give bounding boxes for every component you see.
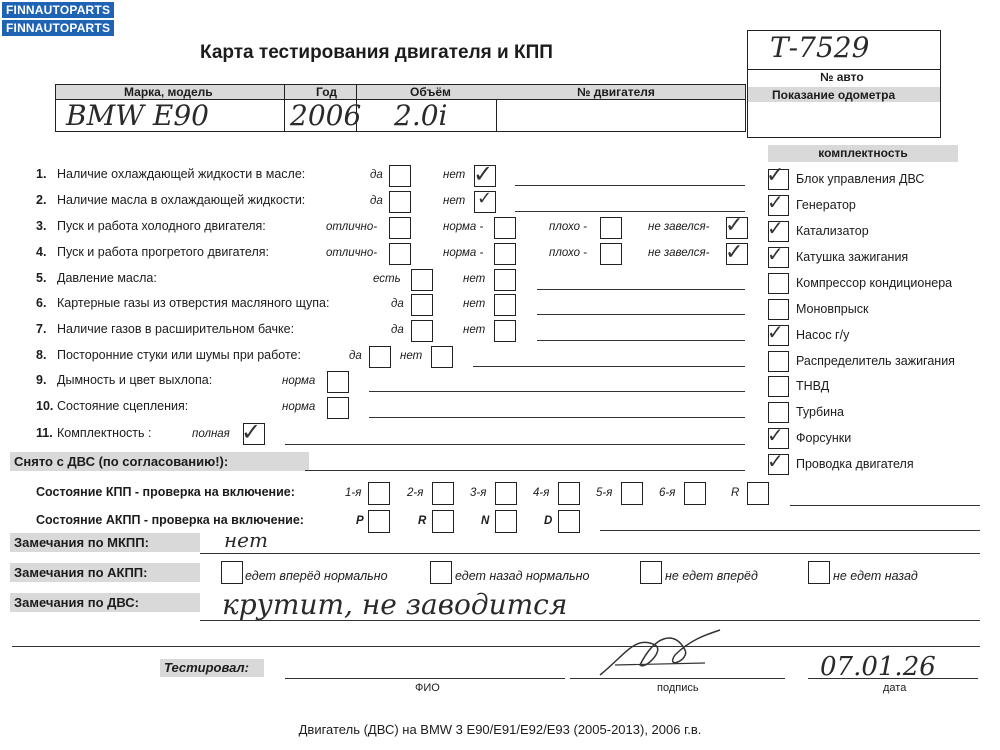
option-label-ploho: плохо - — [549, 221, 587, 233]
mkpp-remarks-value: нет — [224, 528, 268, 552]
model-value: BMW E90 — [66, 99, 209, 132]
check-mark: ✓ — [767, 449, 784, 473]
answer-line — [305, 470, 745, 471]
tested-label: Тестировал: — [160, 659, 264, 677]
checkbox[interactable] — [431, 346, 453, 368]
check-mark: ✓ — [766, 163, 785, 188]
gear-label: R — [731, 487, 740, 499]
akpp-mode-checkbox[interactable] — [495, 510, 517, 533]
question-text: Наличие охлаждающей жидкости в масле: — [57, 167, 306, 181]
komplekt-item-label: Катушка зажигания — [796, 250, 909, 264]
option-label-est: есть — [373, 273, 401, 285]
vehicle-table — [55, 84, 497, 132]
akpp-mode-label: R — [418, 515, 427, 527]
gear-checkbox[interactable] — [747, 482, 769, 505]
checkbox[interactable] — [389, 217, 411, 239]
checkbox[interactable] — [411, 320, 433, 342]
checkbox[interactable] — [494, 217, 516, 239]
mkpp-remarks-label: Замечания по МКПП: — [10, 533, 200, 552]
check-mark: ✓ — [473, 160, 494, 188]
gear-label: 6-я — [659, 487, 676, 499]
image-caption: Двигатель (ДВС) на BMW 3 E90/E91/E92/E93 (2005-2013), 2006 г.в. — [298, 722, 702, 737]
checkbox[interactable] — [327, 397, 349, 419]
answer-line — [369, 391, 745, 392]
auto-number-label: № авто — [820, 70, 864, 84]
akpp-remark-checkbox[interactable] — [640, 561, 662, 584]
checkbox[interactable] — [389, 191, 411, 213]
fio-line — [285, 678, 565, 679]
komplekt-item-label: Распределитель зажигания — [796, 354, 955, 368]
gear-checkbox[interactable] — [432, 482, 454, 505]
engine-number-cell — [495, 84, 746, 132]
question-number: 4. — [36, 245, 47, 259]
komplekt-item-label: Блок управления ДВС — [796, 172, 925, 186]
akpp-mode-label: N — [481, 515, 490, 527]
question-text: Давление масла: — [57, 271, 157, 285]
question-text: Наличие масла в охлаждающей жидкости: — [57, 193, 306, 207]
check-mark: ✓ — [767, 423, 784, 447]
answer-line — [200, 620, 980, 621]
watermark-logo: FINNAUTOPARTS — [2, 2, 114, 18]
option-label-net: нет — [463, 273, 486, 285]
checkbox[interactable] — [494, 294, 516, 316]
answer-line — [790, 505, 980, 506]
check-mark: ✓ — [767, 216, 784, 240]
question-text: Пуск и работа холодного двигателя: — [57, 219, 266, 233]
check-mark: ✓ — [477, 188, 493, 209]
snyato-label: Снято с ДВС (по согласованию!): — [10, 452, 309, 471]
komplekt-item-label: Насос г/у — [796, 328, 850, 342]
gear-checkbox[interactable] — [495, 482, 517, 505]
akpp-mode-checkbox[interactable] — [368, 510, 390, 533]
fio-label: ФИО — [415, 682, 440, 694]
question-number: 9. — [36, 373, 47, 387]
option-label-norma: норма — [282, 375, 316, 387]
akpp-remark-checkbox[interactable] — [221, 561, 243, 584]
answer-line — [285, 444, 745, 445]
date-value: 07.01.26 — [820, 652, 936, 682]
signature-label: подпись — [657, 682, 699, 694]
option-label-ne-zavelsya: не завелся- — [648, 221, 710, 233]
answer-line — [515, 211, 745, 212]
komplekt-checkbox[interactable] — [768, 299, 789, 320]
option-label-net: нет — [443, 169, 466, 181]
signature-scribble — [595, 625, 725, 685]
question-text: Пуск и работа прогретого двигателя: — [57, 245, 269, 259]
komplekt-item-label: Турбина — [796, 405, 844, 419]
question-text: Картерные газы из отверстия масляного щупа: — [57, 296, 330, 310]
option-label-norma: норма — [282, 401, 316, 413]
question-number: 3. — [36, 219, 47, 233]
checkbox[interactable] — [411, 294, 433, 316]
gear-label: 5-я — [596, 487, 613, 499]
answer-line — [537, 340, 745, 341]
form-title: Карта тестирования двигателя и КПП — [200, 42, 553, 63]
komplekt-item-label: Проводка двигателя — [796, 457, 914, 471]
col-header-model: Марка, модель — [124, 85, 213, 99]
answer-line — [12, 646, 980, 647]
akpp-mode-label: D — [544, 515, 553, 527]
komplekt-header: комплектность — [768, 145, 958, 162]
komplekt-item-label: ТНВД — [796, 379, 830, 393]
question-number: 6. — [36, 296, 47, 310]
checkbox[interactable] — [494, 269, 516, 291]
question-number: 10. — [36, 399, 54, 413]
akpp-remark-option: не едет вперёд — [665, 569, 758, 583]
akpp-remark-option: едет вперёд нормально — [245, 569, 388, 583]
check-mark: ✓ — [241, 418, 262, 446]
question-number: 1. — [36, 167, 47, 181]
gear-checkbox[interactable] — [558, 482, 580, 505]
komplekt-item-label: Моновпрыск — [796, 302, 869, 316]
year-value: 2006 — [290, 99, 362, 132]
gear-checkbox[interactable] — [621, 482, 643, 505]
volume-value: 2.0i — [394, 99, 448, 132]
check-mark: ✓ — [725, 240, 744, 265]
question-number: 2. — [36, 193, 47, 207]
answer-line — [200, 553, 980, 554]
check-mark: ✓ — [767, 320, 784, 344]
gear-label: 2-я — [407, 487, 424, 499]
date-label: дата — [883, 682, 907, 694]
komplekt-checkbox[interactable] — [768, 402, 789, 423]
question-number: 7. — [36, 322, 47, 336]
answer-line — [537, 289, 745, 290]
checkbox[interactable] — [600, 217, 622, 239]
gear-label: 4-я — [533, 487, 550, 499]
akpp-remarks-label: Замечания по АКПП: — [10, 563, 200, 582]
option-label-ne-zavelsya: не завелся- — [648, 247, 710, 259]
question-text: Посторонние стуки или шумы при работе: — [57, 348, 301, 362]
akpp-mode-checkbox[interactable] — [558, 510, 580, 533]
question-text: Наличие газов в расширительном бачке: — [57, 322, 295, 336]
option-label-net: нет — [400, 350, 423, 362]
option-label-net: нет — [463, 298, 486, 310]
option-label-da: да — [349, 350, 362, 362]
dvs-remarks-value: крутит, не заводится — [222, 588, 568, 621]
option-label-norma: норма - — [443, 247, 484, 259]
akpp-remark-checkbox[interactable] — [430, 561, 452, 584]
option-label-da: да — [391, 324, 404, 336]
option-label-da: да — [370, 195, 383, 207]
option-label-polnaya: полная — [192, 428, 230, 440]
question-number: 11. — [36, 426, 53, 440]
komplekt-item-label: Генератор — [796, 198, 856, 212]
komplekt-item-label: Форсунки — [796, 431, 852, 445]
auto-number-value: Т-7529 — [770, 31, 870, 64]
akpp-label: Состояние АКПП - проверка на включение: — [36, 513, 304, 527]
akpp-remark-checkbox[interactable] — [808, 561, 830, 584]
answer-line — [369, 417, 745, 418]
dvs-remarks-label: Замечания по ДВС: — [10, 593, 200, 612]
col-header-volume: Объём — [410, 85, 451, 99]
col-header-engine-no: № двигателя — [577, 85, 655, 99]
komplekt-checkbox[interactable] — [768, 376, 789, 397]
question-text: Дымность и цвет выхлопа: — [57, 373, 213, 387]
checkbox[interactable] — [389, 165, 411, 187]
watermark-logo: FINNAUTOPARTS — [2, 20, 114, 36]
checkbox[interactable] — [389, 243, 411, 265]
question-number: 5. — [36, 271, 47, 285]
komplekt-item-label: Компрессор кондиционера — [796, 276, 953, 290]
option-label-otlichno: отлично- — [326, 221, 378, 233]
akpp-remark-option: едет назад нормально — [455, 569, 590, 583]
option-label-da: да — [370, 169, 383, 181]
option-label-ploho: плохо - — [549, 247, 587, 259]
odometer-label: Показание одометра — [772, 88, 896, 102]
kpp-label: Состояние КПП - проверка на включение: — [36, 485, 295, 499]
gear-checkbox[interactable] — [368, 482, 390, 505]
komplekt-checkbox[interactable] — [768, 273, 789, 294]
gear-checkbox[interactable] — [684, 482, 706, 505]
option-label-otlichno: отлично- — [326, 247, 378, 259]
check-mark: ✓ — [725, 213, 744, 238]
checkbox[interactable] — [369, 346, 391, 368]
checkbox[interactable] — [494, 320, 516, 342]
option-label-net: нет — [463, 324, 486, 336]
answer-line — [537, 314, 745, 315]
option-label-norma: норма - — [443, 221, 484, 233]
komplekt-item-label: Катализатор — [796, 224, 869, 238]
auto-box — [747, 30, 941, 138]
answer-line — [600, 530, 980, 531]
gear-label: 1-я — [345, 487, 362, 499]
check-mark: ✓ — [767, 190, 784, 214]
question-text: Состояние сцепления: — [57, 399, 189, 413]
col-header-year: Год — [316, 85, 337, 99]
answer-line — [515, 185, 745, 186]
akpp-mode-label: P — [356, 515, 364, 527]
question-text: Комплектность : — [57, 426, 152, 440]
question-number: 8. — [36, 348, 47, 362]
answer-line — [473, 366, 745, 367]
checkbox[interactable] — [411, 269, 433, 291]
komplekt-checkbox[interactable] — [768, 351, 789, 372]
akpp-remark-option: не едет назад — [833, 569, 918, 583]
check-mark: ✓ — [767, 242, 784, 266]
checkbox[interactable] — [327, 371, 349, 393]
akpp-mode-checkbox[interactable] — [432, 510, 454, 533]
option-label-net: нет — [443, 195, 466, 207]
option-label-da: да — [391, 298, 404, 310]
gear-label: 3-я — [470, 487, 487, 499]
checkbox[interactable] — [494, 243, 516, 265]
checkbox[interactable] — [600, 243, 622, 265]
